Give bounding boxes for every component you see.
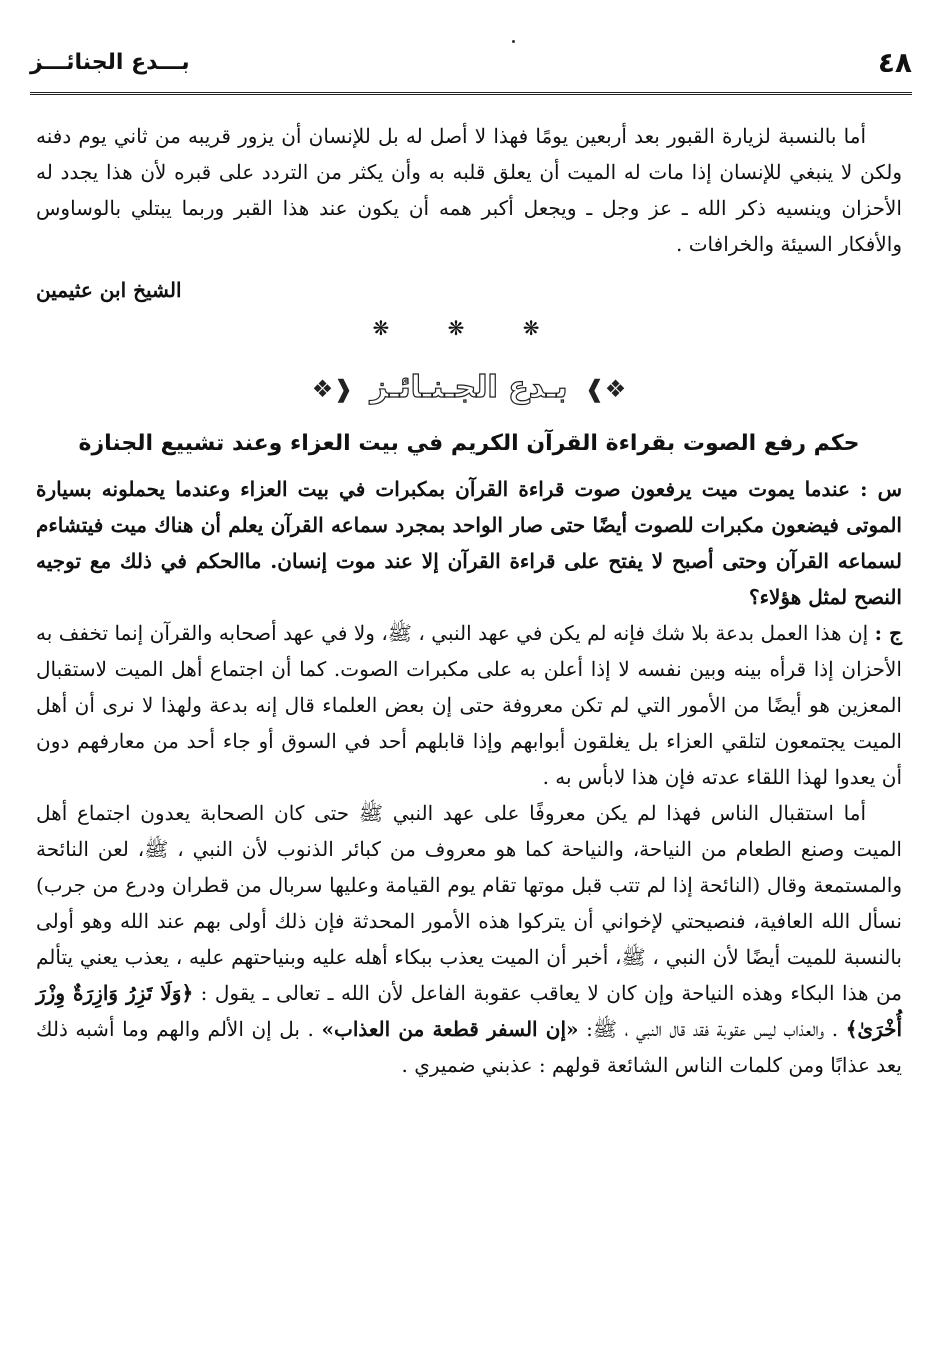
- answer-text-1: إن هذا العمل بدعة بلا شك فإنه لم يكن في عهد النبي ، ﷺ، ولا في عهد أصحابه والقرآن إنما تخفف به الأحزان إذا قرأه بينه وبين نفسه لا إذا أعلن به على مكبرات الصوت. كما أن اجتماع أهل الميت لاستقبال المعزين هو أيضًا من الأمور التي لم تكن معروفة حتى إن بعض العلماء قال إنه بدعة ولهذا لا نرى أن أهل الميت يجتمعون لتلقي العزاء بل يغلقون أبوابهم وإذا قابلهم أحد في السوق أو جاء أحد من معارفهم دون أن يعدوا لهذا اللقاء عدته فإن هذا لابأس به .: [36, 621, 902, 789]
- question-label: س :: [860, 477, 903, 501]
- hadith-quote: «إن السفر قطعة من العذاب»: [321, 1017, 579, 1041]
- page-number: ٤٨: [877, 46, 912, 79]
- question-text: عندما يموت ميت يرفعون صوت قراءة القرآن بمكبرات في بيت العزاء وعندما يحملونه بسيارة الموتى فيضعون مكبرات للصوت أيضًا حتى صار الواحد بمجرد سماعه القرآن يعلم أن هناك ميت فيتشاءم لسماعه القرآن وحتى أصبح لا يفتح على قراءة القرآن إلا عند موت إنسان. ماالحكم في ذلك مع توجيه النصح لمثل هؤلاء؟: [36, 477, 902, 609]
- answer-paragraph-1: [36, 615, 902, 795]
- page-content: [36, 118, 902, 1083]
- answer-text-2c: . بل إن الألم والهم وما أشبه ذلك يعد عذابًا ومن كلمات الناس الشائعة قولهم : عذبني ضميري .: [36, 1017, 902, 1077]
- answer-paragraph-2: [36, 795, 902, 1083]
- ornament-right-icon: ❖❱: [584, 375, 627, 403]
- question-title: حكم رفع الصوت بقراءة القرآن الكريم في بيت العزاء وعند تشييع الجنازة: [78, 431, 860, 456]
- intro-paragraph: أما بالنسبة لزيارة القبور بعد أربعين يومًا فهذا لا أصل له بل للإنسان أن يزور قريبه من ثاني يوم دفنه ولكن لا ينبغي للإنسان إذا مات له الميت أن يعلق قلبه به وأن يكثر من التردد على قبره لأن هذا يجدد له الأحزان وينسيه ذكر الله ـ عز وجل ـ ويجعل أكبر همه أن يكون عند هذا القبر وربما يبتلي بالوساوس والأفكار السيئة والخرافات .: [36, 124, 902, 256]
- signature: الشيخ ابن عثيمين: [36, 278, 182, 302]
- answer-text-2a: أما استقبال الناس فهذا لم يكن معروفًا على عهد النبي ﷺ حتى كان الصحابة يعدون اجتماع أهل الميت وصنع الطعام من النياحة، والنياحة كما هو معروف من كبائر الذنوب لأن النبي ، ﷺ، لعن النائحة والمستمعة وقال (النائحة إذا لم تتب قبل موتها تقام يوم القيامة وعليها سربال من قطران ودرع من جرب) نسأل الله العافية، فنصيحتي لإخواني أن يتركوا هذه الأمور المحدثة فإن ذلك أولى بهم عند الله وهو أولى بالنسبة للميت أيضًا لأن النبي ، ﷺ، أخبر أن الميت يعذب ببكاء أهله عليه وبنياحتهم عليه ، يعذب يعني يتألم من هذا البكاء وهذه النياحة وإن كان لا يعاقب عقوبة الفاعل لأن الله ـ تعالى ـ يقول :: [36, 801, 902, 1005]
- section-heading: [36, 370, 902, 405]
- answer-label: ج :: [874, 621, 902, 645]
- section-separator: ❋ ❋ ❋: [372, 316, 566, 340]
- question-paragraph: [36, 471, 902, 615]
- page-header: [30, 40, 912, 95]
- answer-text-2b: . والعذاب ليس عقوبة فقد قال النبي ، ﷺ:: [586, 1017, 839, 1041]
- quran-verse: ﴿وَلَا تَزِرُ وَازِرَةٌ وِزْرَ أُخْرَىٰ﴾: [36, 981, 903, 1041]
- running-title: بـــدع الجنائـــز: [30, 50, 190, 75]
- ornament-left-icon: ❰❖: [311, 375, 354, 403]
- section-title: بـدع الجـنـائـز: [370, 370, 568, 405]
